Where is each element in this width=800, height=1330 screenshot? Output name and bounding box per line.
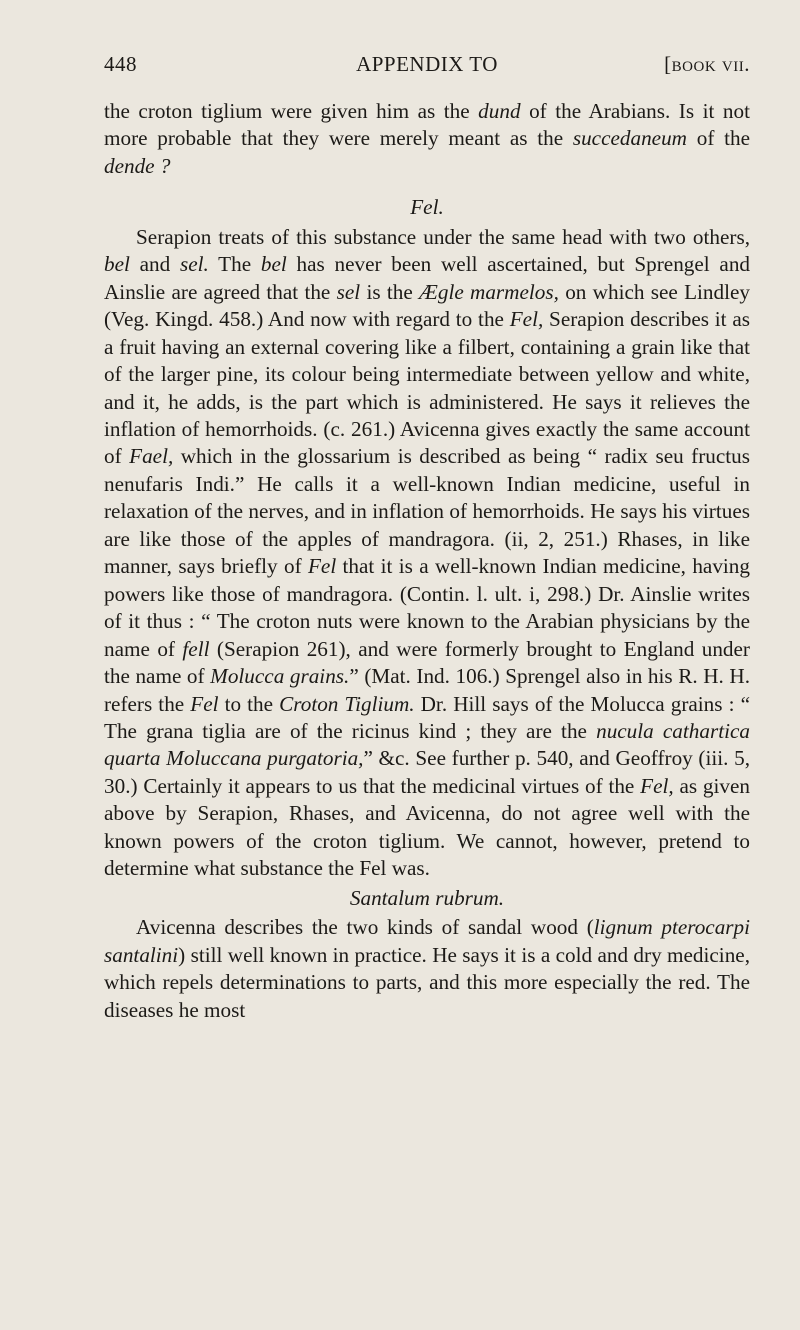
text-run: Serapion treats of this substance under the same head with two others, xyxy=(136,224,750,249)
text-run: ) still well known in practice. He says it is a cold and dry medicine, which repels determinations to parts, and this more especially the red. The diseases he most xyxy=(104,942,750,1022)
text-run-italic: sel. xyxy=(179,252,209,277)
text-run-italic: Fel, xyxy=(509,307,544,332)
text-run-italic: lignum pterocarpi santalini xyxy=(104,915,751,967)
text-run: on which see Lindley (Veg. Kingd. 458.) And now with regard to the xyxy=(104,279,750,332)
text-run-italic: Fael, xyxy=(129,444,174,469)
text-run: as given above by Serapion, Rhases, and Avicenna, do not agree well with the known powers of the croton tiglium. We cannot, however, pretend to determine what substance the Fel was. xyxy=(104,773,750,881)
text-run: Serapion describes it as a fruit having an external covering like a filbert, containing a grain like that of the larger pine, its colour being intermediate between yellow and white, and it, he adds, is the part which is administered. He says it relieves the inflation of hemorrhoids. (c. 261.) Avicenna gives exactly the same account of xyxy=(104,307,750,469)
text-run-italic: Molucca grains. xyxy=(210,664,350,689)
text-run-italic: Ægle marmelos, xyxy=(419,279,559,304)
text-run-italic: bel xyxy=(104,252,130,277)
text-run: has never been well ascertained, but Sprengel and Ainslie are agreed that the xyxy=(104,252,751,304)
text-run: of the Arabians. Is it not more probable that they were merely meant as the xyxy=(104,99,750,151)
text-run-italic: succedaneum xyxy=(572,126,687,151)
text-run: ” (Mat. Ind. 106.) Sprengel also in his R. H. H. refers the xyxy=(104,664,750,716)
text-run: and xyxy=(129,252,180,277)
text-run-italic: sel xyxy=(336,279,361,304)
text-run: to the xyxy=(218,691,280,716)
text-run-italic: nucula cathartica quarta Moluccana purgatoria, xyxy=(104,718,750,771)
text-run: ” &c. See further p. 540, and Geoffroy (iii. 5, 30.) Certainly it appears to us that the medicinal virtues of the xyxy=(104,746,750,798)
section-heading-fel: Fel. xyxy=(410,195,444,220)
body-text xyxy=(104,98,750,1024)
text-run: the croton tiglium were given him as the xyxy=(104,99,479,123)
text-run-italic: Fel xyxy=(307,554,337,579)
text-run: The xyxy=(208,252,261,277)
paragraph-croton xyxy=(104,98,750,180)
text-run: is the xyxy=(360,279,420,304)
text-run-italic: fell xyxy=(182,636,210,661)
text-run: (Serapion 261), and were formerly brought to England under the name of xyxy=(104,636,750,689)
text-run-italic: dund xyxy=(478,99,521,123)
text-run: Dr. Hill says of the Molucca grains : “ The grana tiglia are of the ricinus kind ; they are the xyxy=(104,691,750,743)
running-header xyxy=(104,52,750,82)
text-run: of the xyxy=(686,126,750,151)
text-run-italic: dende ? xyxy=(104,153,171,178)
page-number: 448 xyxy=(104,52,137,76)
text-run-italic: Fel xyxy=(190,691,219,716)
text-run: which in the glossarium is described as being “ radix seu fructus nenufaris Indi.” He calls it a well-known Indian medicine, useful in relaxation of the nerves, and in inflation of hemorrhoids. He says his virtues are like those of the apples of mandragora. (ii, 2, 251.) Rhases, in like manner, says briefly of xyxy=(104,444,750,579)
paragraph-fel xyxy=(104,224,750,883)
running-title: APPENDIX TO xyxy=(356,52,498,76)
text-run: Avicenna describes the two kinds of sandal wood ( xyxy=(136,915,594,940)
text-run: that it is a well-known Indian medicine, having powers like those of mandragora. (Contin. l. ult. i, 298.) Dr. Ainslie writes of it thus : “ The croton nuts were known to the Arabian physicians by the name of xyxy=(104,554,750,661)
section-heading-santalum: Santalum rubrum. xyxy=(349,885,505,910)
paragraph-santalum xyxy=(104,914,750,1024)
text-run-italic: Fel, xyxy=(640,773,674,798)
book-section: [book vii. xyxy=(664,52,750,76)
text-run-italic: Croton Tiglium. xyxy=(279,691,415,716)
text-run-italic: bel xyxy=(260,252,287,277)
